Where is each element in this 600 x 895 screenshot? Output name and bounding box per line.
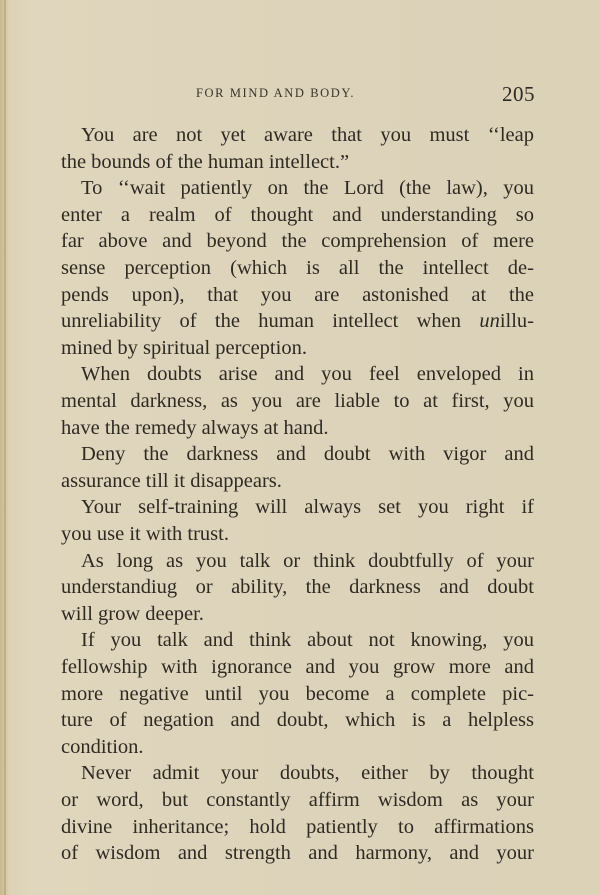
text-line: fellowship with ignorance and you grow more and (61, 656, 534, 678)
text-line: As long as you talk or think doubtfully of your (81, 549, 534, 572)
text-line: have the remedy always at hand. (61, 416, 329, 439)
text-line: condition. (61, 735, 144, 758)
text-line: the bounds of the human intellect.” (61, 150, 350, 173)
text-line: far above and beyond the comprehension of mere (61, 230, 534, 253)
text-line: will grow deeper. (61, 602, 204, 625)
text-line: enter a realm of thought and understanding so (61, 203, 534, 226)
text-line: ture of negation and doubt, which is a helpless (61, 709, 534, 732)
text-line: understandiug or ability, the darkness and doubt (61, 576, 534, 599)
text-line: If you talk and think about not knowing, you (81, 629, 534, 652)
running-title: FOR MIND AND BODY. (196, 86, 356, 100)
text-line: of wisdom and strength and harmony, and your (61, 842, 534, 865)
text-line: assurance till it disappears. (61, 469, 282, 492)
text-line: To ‘‘wait patiently on the Lord (the law), you (81, 177, 534, 200)
text-line (61, 308, 534, 334)
text-line: mined by spiritual perception. (61, 336, 307, 359)
page-gutter-edge (4, 0, 6, 895)
text-line: more negative until you become a complete pic- (61, 682, 534, 705)
text-line: Deny the darkness and doubt with vigor and (81, 443, 534, 466)
page-number: 205 (502, 82, 535, 106)
text-line: You are not yet aware that you must ‘‘leap (81, 124, 534, 146)
text-line: or word, but constantly affirm wisdom as your (61, 789, 534, 811)
text-line: mental darkness, as you are liable to at first, you (61, 390, 534, 412)
page-header (0, 84, 600, 108)
text-run: illu- (499, 310, 534, 333)
text-run: unreliability of the human intellect when (61, 310, 480, 333)
text-line: you use it with trust. (61, 523, 229, 545)
text-line: Your self-training will always set you right if (81, 496, 534, 519)
text-line: sense perception (which is all the intellect de- (61, 257, 534, 279)
text-line: divine inheritance; hold patiently to affirmations (61, 815, 534, 838)
text-line: Never admit your doubts, either by thought (81, 762, 534, 785)
text-line: pends upon), that you are astonished at the (61, 283, 534, 306)
italic-emphasis: un (479, 310, 500, 333)
text-line: When doubts arise and you feel enveloped in (81, 363, 534, 386)
